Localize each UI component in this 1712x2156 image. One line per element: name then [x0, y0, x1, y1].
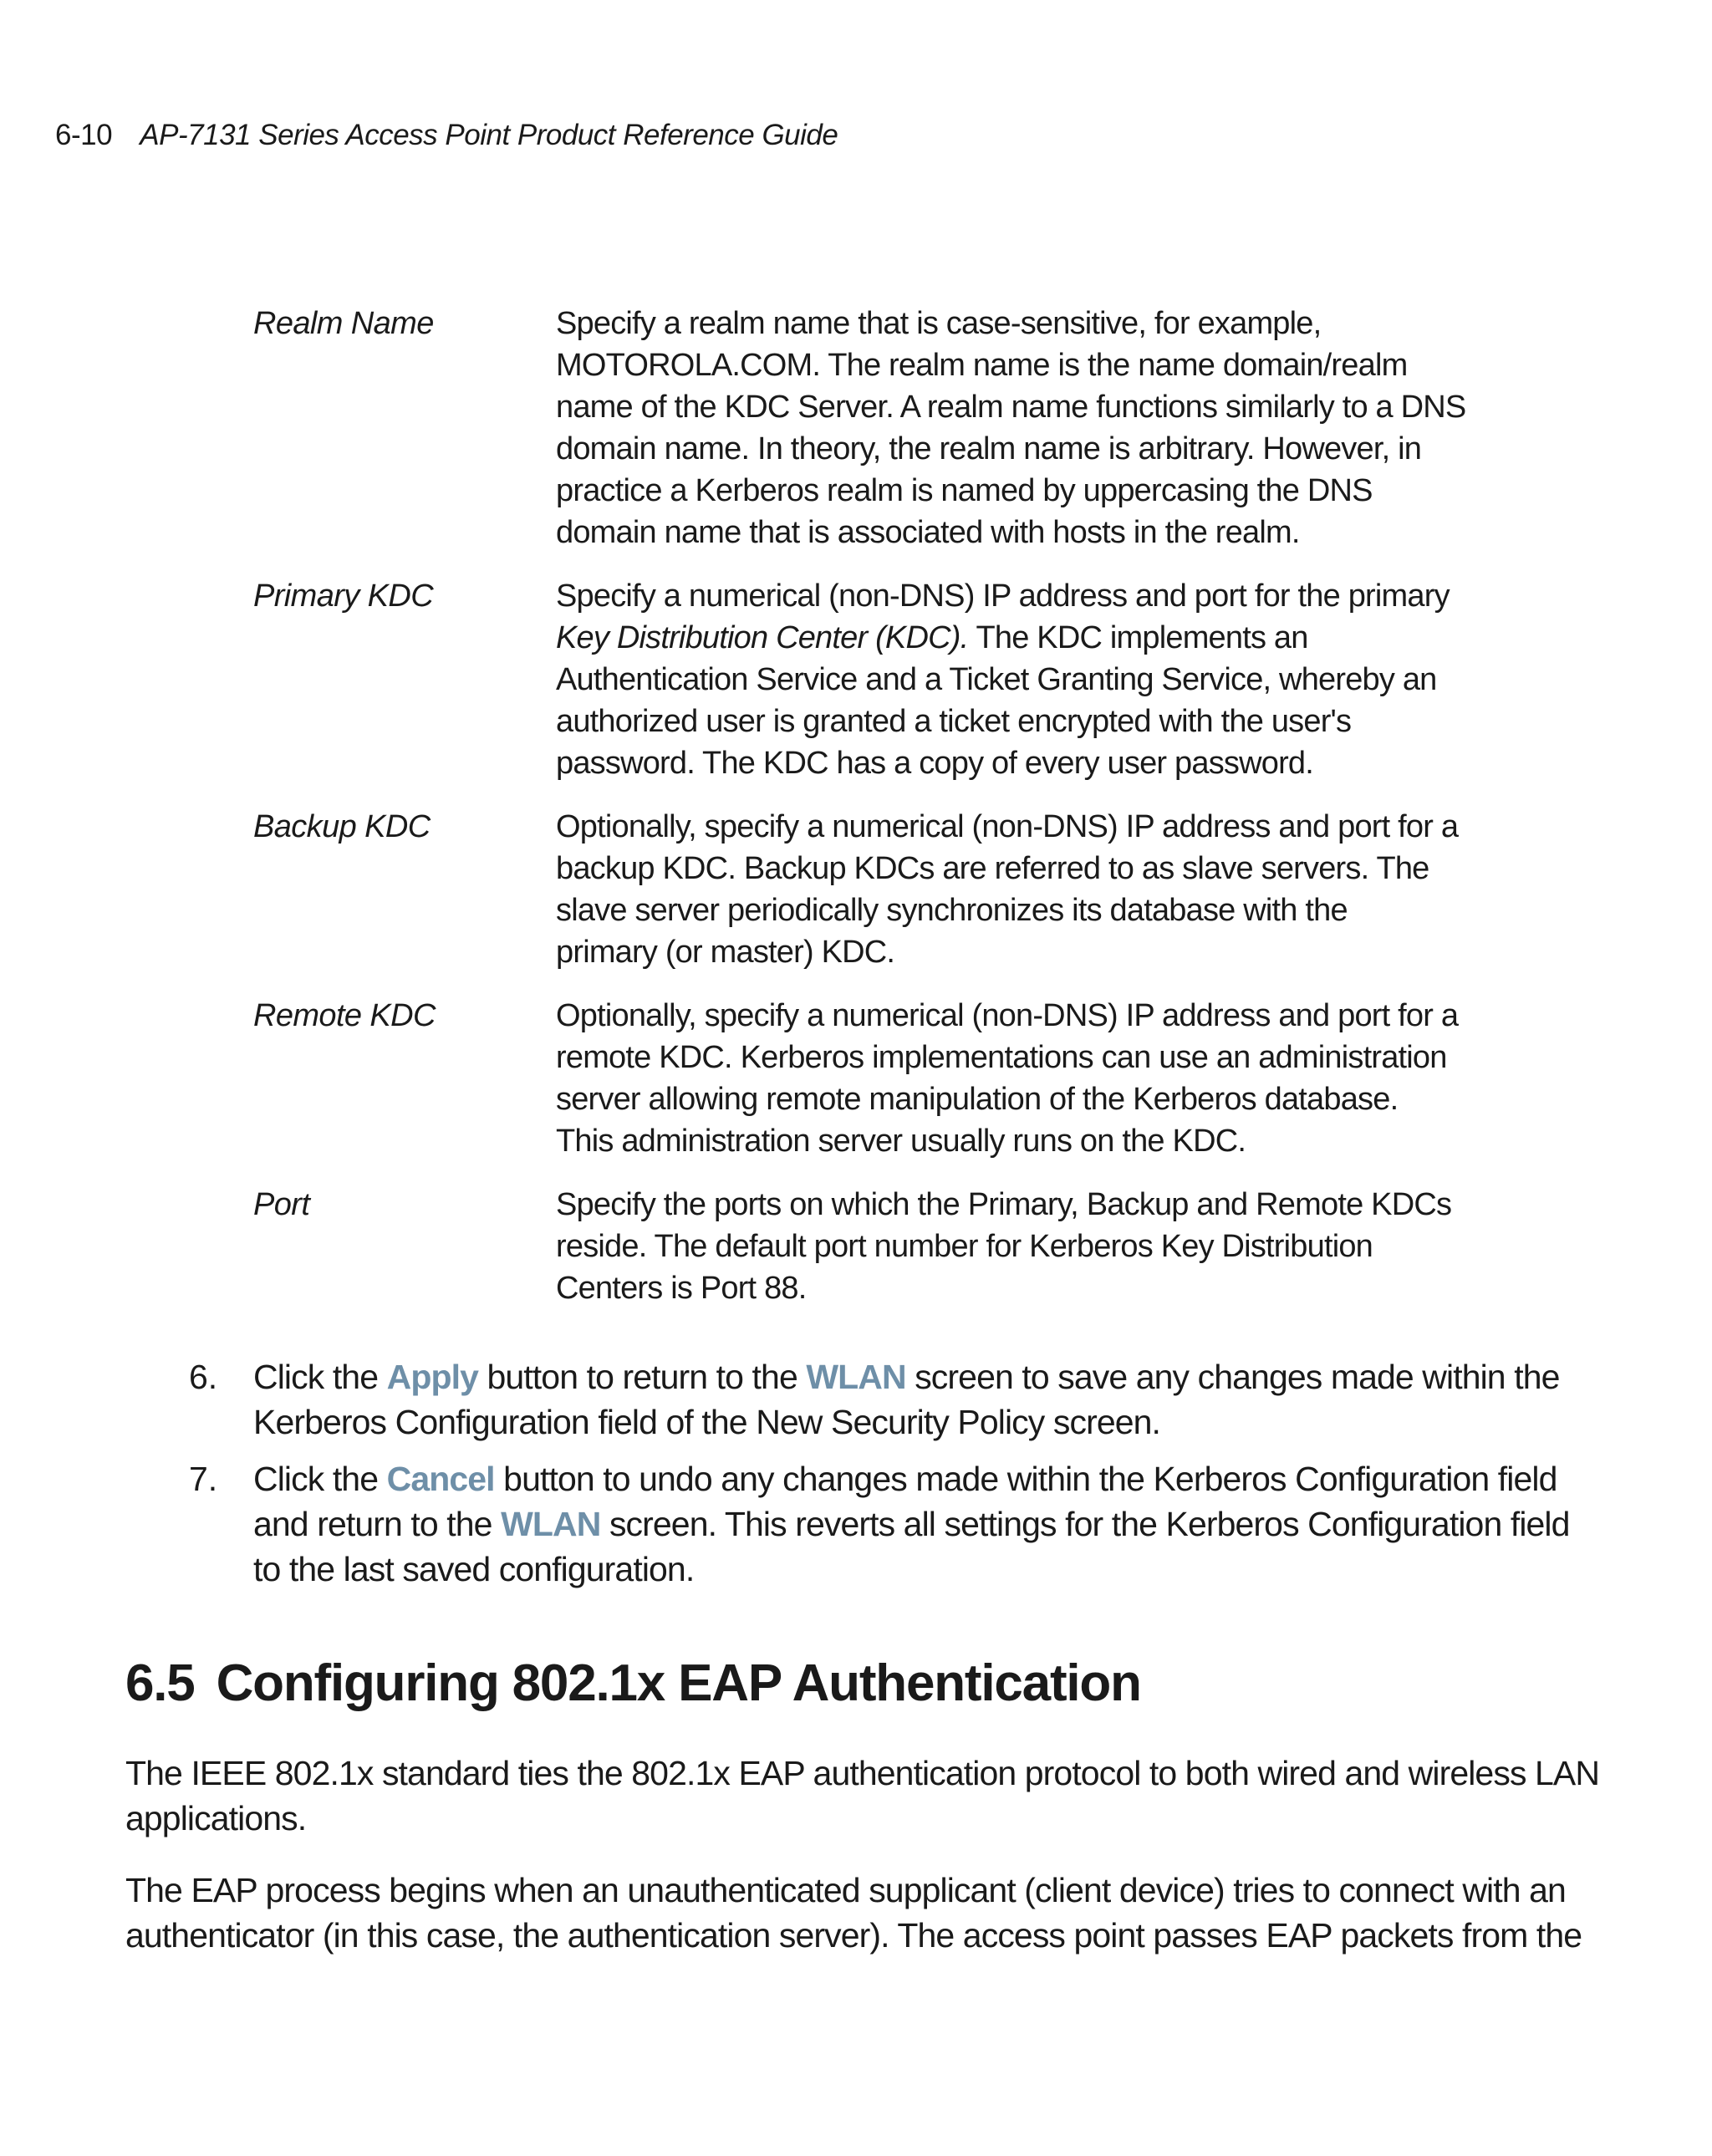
section-heading [125, 1654, 1141, 1713]
text-line: Centers is Port 88. [556, 1271, 807, 1306]
section-title: Configuring 802.1x EAP Authentication [216, 1654, 1141, 1712]
text-line: server allowing remote manipulation of the Kerberos database. [556, 1082, 1399, 1117]
cancel-button-reference: Cancel [386, 1460, 495, 1498]
text-line: password. The KDC has a copy of every user password. [556, 746, 1314, 781]
definition-description [556, 303, 1466, 553]
section-number: 6.5 [125, 1654, 195, 1712]
text-line: slave server periodically synchronizes its database with the [556, 893, 1348, 928]
definition-term: Realm Name [253, 306, 434, 341]
definition-description [556, 1184, 1452, 1309]
definition-primary-kdc [253, 575, 1450, 784]
text-line: to the last saved configuration. [253, 1550, 695, 1588]
text-line: The EAP process begins when an unauthenticated supplicant (client device) tries to connect with an [125, 1871, 1566, 1909]
text-line: domain name that is associated with hosts in the realm. [556, 515, 1300, 550]
step-text [253, 1456, 1570, 1592]
procedure-steps [189, 1354, 1570, 1603]
text-run: button to undo any changes made within the Kerberos Configuration field [494, 1460, 1557, 1498]
definition-description [556, 575, 1450, 784]
definition-term: Backup KDC [253, 809, 431, 844]
text-line: The IEEE 802.1x standard ties the 802.1x EAP authentication protocol to both wired and wireless LAN [125, 1754, 1600, 1792]
text-line: reside. The default port number for Kerberos Key Distribution [556, 1229, 1373, 1264]
text-line: applications. [125, 1799, 307, 1837]
text-line: authenticator (in this case, the authentication server). The access point passes EAP packets from the [125, 1916, 1582, 1955]
page-number: 6-10 [55, 119, 113, 151]
text-line: practice a Kerberos realm is named by uppercasing the DNS [556, 473, 1373, 508]
body-paragraph [125, 1751, 1600, 1841]
text-line: Kerberos Configuration field of the New Security Policy screen. [253, 1403, 1161, 1441]
text-run: screen to save any changes made within the [905, 1358, 1560, 1396]
wlan-screen-reference: WLAN [806, 1358, 906, 1396]
text-run: Click the [253, 1460, 387, 1498]
text-line: Authentication Service and a Ticket Granting Service, whereby an [556, 662, 1437, 697]
text-line: Specify a numerical (non-DNS) IP address and port for the primary [556, 579, 1450, 614]
text-line: backup KDC. Backup KDCs are referred to as slave servers. The [556, 851, 1429, 886]
text-line: MOTOROLA.COM. The realm name is the name domain/realm [556, 348, 1408, 383]
text-line: authorized user is granted a ticket encrypted with the user's [556, 704, 1352, 739]
text-line [253, 1456, 1557, 1501]
text-run: button to return to the [478, 1358, 807, 1396]
text-line: Optionally, specify a numerical (non-DNS) IP address and port for a [556, 998, 1459, 1033]
running-header [55, 119, 838, 152]
definition-port [253, 1184, 1452, 1309]
text-line: remote KDC. Kerberos implementations can use an administration [556, 1040, 1447, 1075]
text-line: Specify a realm name that is case-sensitive, for example, [556, 306, 1322, 341]
text-line: Specify the ports on which the Primary, Backup and Remote KDCs [556, 1187, 1452, 1222]
text-run: The KDC implements an [968, 620, 1308, 655]
step-number: 6. [189, 1358, 218, 1396]
definition-backup-kdc [253, 806, 1459, 973]
text-line: Optionally, specify a numerical (non-DNS) IP address and port for a [556, 809, 1459, 844]
step-number: 7. [189, 1460, 218, 1498]
definition-remote-kdc [253, 995, 1459, 1162]
text-line: name of the KDC Server. A realm name functions similarly to a DNS [556, 390, 1466, 425]
step-7 [189, 1456, 1570, 1592]
apply-button-reference: Apply [386, 1358, 479, 1396]
text-line: primary (or master) KDC. [556, 935, 895, 970]
kdc-term-italic: Key Distribution Center (KDC). [556, 620, 969, 655]
text-line: This administration server usually runs on the KDC. [556, 1124, 1246, 1159]
body-paragraph [125, 1868, 1582, 1958]
definition-realm-name [253, 303, 1466, 553]
definition-description [556, 995, 1459, 1162]
text-run: and return to the [253, 1505, 502, 1543]
field-definition-list [253, 303, 1466, 1331]
text-line [253, 1501, 1570, 1547]
definition-term: Primary KDC [253, 579, 434, 614]
text-run: Click the [253, 1358, 387, 1396]
text-run: screen. This reverts all settings for the Kerberos Configuration field [600, 1505, 1570, 1543]
step-text [253, 1354, 1560, 1445]
step-6 [189, 1354, 1560, 1445]
guide-title: AP-7131 Series Access Point Product Reference Guide [140, 119, 838, 151]
text-line: domain name. In theory, the realm name is arbitrary. However, in [556, 431, 1422, 466]
definition-term: Remote KDC [253, 998, 436, 1033]
definition-term: Port [253, 1187, 310, 1222]
wlan-screen-reference: WLAN [501, 1505, 601, 1543]
definition-description [556, 806, 1459, 973]
text-line [253, 1354, 1560, 1399]
text-line [556, 617, 1392, 659]
